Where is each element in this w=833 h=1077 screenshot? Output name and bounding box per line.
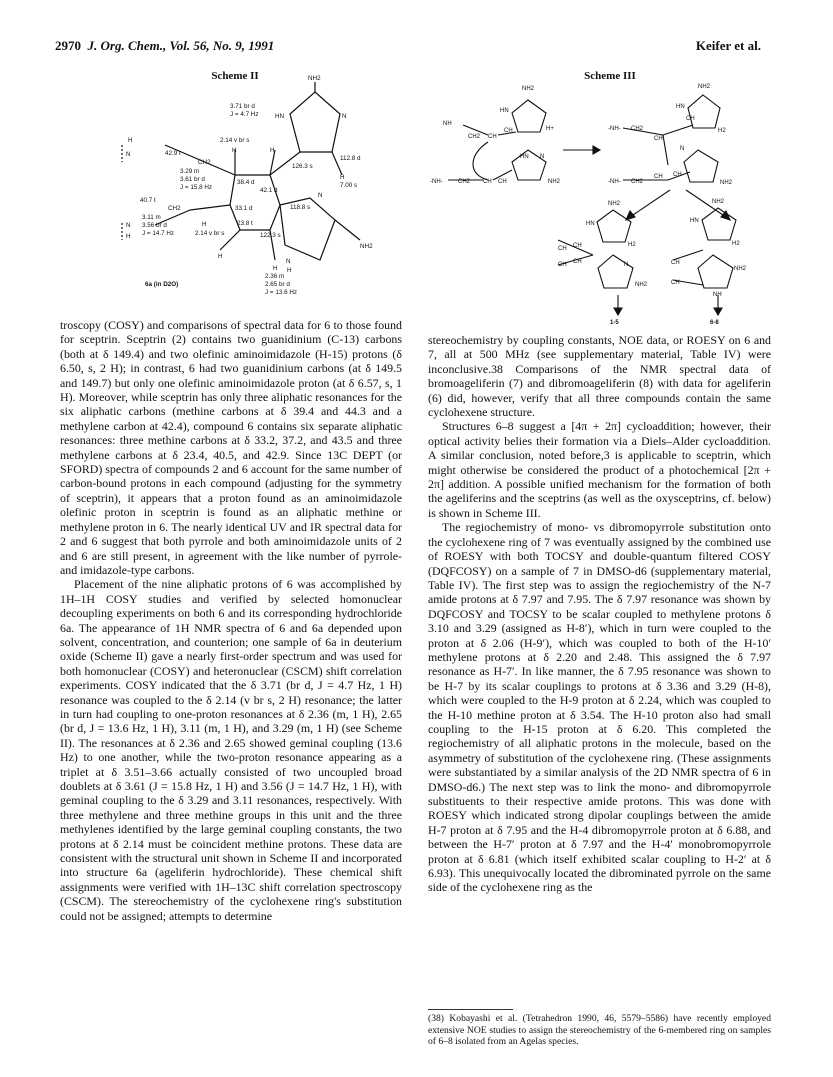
s2-a19: 3.11 m	[142, 214, 161, 221]
s3-hn-2: HN	[520, 154, 529, 160]
s3-hn-1: HN	[500, 108, 509, 114]
right-paragraph-2: Structures 6–8 suggest a [4π + 2π] cycloaddition; however, their optical activity belies their formation via a Diels–Alder cycloaddition. A similar conclusion, noted before,3 is applicable to sceptrin, which might otherwise be considered the product of a photochemical [2π + 2π] addition. A possible unified mechanism for the formation of both the ageliferins and the sceptrins (as well as the oxysceptrins, cf. below) is shown in Scheme III.	[428, 419, 771, 520]
s3-ch-2: CH	[504, 128, 513, 134]
s3-ch-6: CH	[686, 116, 695, 122]
s2-a9: 3.61 br d	[180, 176, 205, 183]
s3-ch-16: CH	[671, 280, 680, 286]
right-column	[428, 333, 771, 895]
left-paragraph-2: Placement of the nine aliphatic protons of 6 was accomplished by 1H–1H COSY studies and verified by selected homonuclear decoupling experiments on both 6 and its corresponding hydrochloride 6a. The appearance of 1H NMR spectra of 6 and 6a depended upon solvent, concentration, and counterion; one sample of 6a in deuterium oxide (Scheme II) gave a nearly first-order spectrum and was used for both homonuclear (COSY) and heteronuclear (CSCM) shift correlation experiments. COSY indicated that the δ 3.71 (br d, J = 4.7 Hz, 1 H) resonance was coupled to the δ 2.14 (v br s, 2 H) resonance; the latter in turn had coupling to one-proton resonances at δ 2.36 (m, 1 H), 2.65 (br d, J = 13.6 Hz, 1 H), 3.11 (m, 1 H), and 3.29 (m, 1 H) (see Scheme II). The resonances at δ 2.36 and 2.65 showed geminal coupling (13.6 Hz) to one another, while the two-proton resonance appearing as a triplet at δ 3.51–3.66 actually consisted of two uncoupled broad doublets at δ 3.61 (J = 15.8 Hz, 1 H) and 3.56 (J = 14.7 Hz, 1 H), with geminal coupling to the δ 3.29 and 3.11 resonances, respectively. With three methylene and three methine groups in this unit and the three methylenes identified by the large geminal coupling constants, the two protons at δ 2.14 must be coincident methine protons. These data are consistent with the structural unit shown in Scheme II and incorporated into structure 6a (ageliferin hydrochloride). These chemical shift assignments were verified with 1H–13C shift correlation spectroscopy (CSCM). The stereochemistry of the cyclohexene ring's substitution could not be assigned; attempts to determine	[60, 577, 402, 923]
s3-n-4: N	[680, 146, 685, 152]
s2-a8: 3.29 m	[180, 168, 200, 175]
page-header-authors: Keifer et al.	[695, 38, 761, 53]
s2-nh2-bottom: NH2	[360, 243, 373, 250]
s2-n-top: N	[342, 113, 347, 120]
right-paragraph-3: The regiochemistry of mono- vs dibromopyrrole substitution onto the cyclohexene ring of 7 was eventually assigned by the combined use of ROESY with both TOCSY and double-quantum filtered COSY (DQFCOSY) on a sample of 7 in DMSO-d6 (supplementary material, Table IV). The first step was to assign the regiochemistry of the N-7 amide protons at δ 7.97 and 7.95. The δ 7.97 resonance was shown by DQFCOSY and TOCSY to be scalar coupled to methylene protons δ 3.10 and 3.29 (assigned as H-8′), which in turn were coupled to the proton at δ 2.06 (H-9′), which was coupled to both of the H-10′ methylene protons at δ 2.20 and 2.48. This assigned the δ 7.97 resonance as H-7′. In like manner, the δ 7.95 resonance was shown to be H-7 by its scalar couplings to protons at δ 3.36 and 3.29 (H-8), which were coupled to the H-9 proton at δ 2.24, which was coupled to the H-10 methine proton at δ 3.54. The H-10 proton also had small coupling to the H-15 proton at δ 6.20. This completed the regiochemistry of all aliphatic protons in the molecule, based on the asymmetry of substitution of the cyclohexene ring. (These assignments were substantiated by a similar analysis of the 2D NMR spectra of 6 in DMSO-d6.) The next step was to link the mono- and dibromopyrrole substituents to their respective amide protons. This was done with ROESY which indicated strong dipolar couplings between the amide H-7 proton at δ 7.95 and the H-4 dibromopyrrole proton at δ 6.88, and between the H-7′ proton at δ 7.97 and the H-4′ monobromopyrrole proton at δ 6.81 (which itself exhibited scalar coupling to H-2′ at δ 6.93). This unequivocally located the dibrominated pyrrole on the same side of the cyclohexene ring as the	[428, 520, 771, 895]
right-paragraph-1: stereochemistry by coupling constants, NOE data, or ROESY on 6 and 7, all at 500 MHz (see supplementary material, Table IV) were inconclusive.38 Comparisons of the NMR spectral data of bromoageliferin (7) and dibromoageliferin (8) with data for ageliferin (6) did, however, verify that all three compounds contain the same cyclohexene structure.	[428, 333, 771, 420]
s3-hn-5: HN	[690, 218, 699, 224]
s3-ch-3: CH	[483, 179, 492, 185]
s3-h2-2: H2	[628, 242, 636, 248]
s3-prod2: 6-8	[710, 320, 719, 326]
s3-nh2-9: NH2	[635, 282, 648, 288]
s3-hplus: H+	[546, 126, 554, 132]
s3-h2-1: H2	[718, 128, 726, 134]
s3-nh-7: -NH-	[608, 179, 621, 185]
journal-citation: J. Org. Chem., Vol. 56, No. 9, 1991	[87, 38, 275, 53]
s2-a29: J = 13.6 Hz	[265, 289, 298, 296]
s3-ch-12: CH	[573, 243, 582, 249]
s2-hn-top: HN	[275, 113, 285, 120]
s3-n-5: N	[624, 262, 629, 268]
s2-h-low: H	[273, 265, 278, 272]
s2-h-left2: H	[126, 233, 131, 240]
s2-n-mid: N	[318, 192, 323, 199]
s3-hn-4: HN	[586, 221, 595, 227]
s2-nh2-top: NH2	[308, 75, 321, 82]
s3-nh-1: NH	[443, 121, 452, 127]
s2-a1: 3.71 br d	[230, 103, 255, 110]
s2-a6: 42.9 t	[165, 150, 181, 157]
s3-ch-14: CH	[573, 259, 582, 265]
s2-a5: H	[270, 147, 275, 154]
scheme-iii-structure	[428, 80, 773, 325]
s2-h-mid1: H	[202, 221, 207, 228]
s2-h-bottom: H	[287, 267, 292, 274]
s3-nh2-10: NH2	[734, 266, 747, 272]
s2-a11: 38.4 d	[237, 179, 255, 186]
s2-a18: CH2	[168, 205, 181, 212]
s2-a30: 6a (in D2O)	[145, 281, 179, 288]
s3-nh-2: -NH-	[430, 179, 443, 185]
s3-ch-15: CH	[671, 260, 680, 266]
left-paragraph-1: troscopy (COSY) and comparisons of spectral data for 6 to those found for sceptrin. Sceptrin (2) contains two guanidinium (C-13) carbons (both at δ 149.4) and two olefinic aminoimidazole (H-15) protons (δ 6.50, s, 2 H); in contrast, 6 had two guanidinium carbons (at δ 149.5 and 149.7) but only one olefinic aminoimidazole proton (at δ 6.57, s, 1 H). Moreover, while sceptrin has only three aliphatic resonances for the six aliphatic carbons (methine carbons at δ 39.4 and 44.3 and a methylene carbon at 42.4), compound 6 contains six separate aliphatic resonances: three methine carbons at δ 33.2, 37.2, and 43.5 and three methylene carbons at δ 23.4, 40.5, and 42.9. Since 13C DEPT (or SFORD) spectra of compounds 2 and 6 account for the same number of carbon-bound protons in each compound (adjusting for the symmetry of sceptrin), it appears that a proton found as an aminoimidazole olefinic proton in sceptrin is found as an aliphatic methine or methylene proton in 6. The nearly identical UV and IR spectral data for 2 and 6 suggest that both pyrrole and both aminoimidazole units of 2 and 6 are still present, in agreement with the like number of pyrrole- and imidazole-type carbons.	[60, 318, 402, 577]
s3-nh2-1: NH2	[522, 86, 535, 92]
s3-ch-1: CH	[488, 134, 497, 140]
s2-a3: 2.14 v br s	[220, 137, 250, 144]
scheme-ii-title: Scheme II	[211, 70, 259, 82]
scheme-iii-title: Scheme III	[584, 70, 636, 82]
s2-a15: 7.00 s	[340, 182, 358, 189]
s3-ch-9: CH	[654, 174, 663, 180]
s2-a27: 2.36 m	[265, 273, 285, 280]
s2-n-left1: N	[126, 151, 131, 158]
s2-a2: J = 4.7 Hz	[230, 111, 259, 118]
s2-h-left1: H	[128, 137, 133, 144]
s3-ch-10: CH	[673, 172, 682, 178]
s3-ch-5: CH	[654, 136, 663, 142]
s2-a25: 23.8 t	[237, 220, 253, 227]
left-column	[60, 318, 402, 923]
s3-nh2-7: NH2	[608, 201, 621, 207]
s3-nh-8: NH	[713, 292, 722, 298]
s2-a7: CH2	[198, 159, 211, 166]
s3-ch-4: CH	[498, 179, 507, 185]
s3-h2-3: H2	[732, 241, 740, 247]
s3-ch-13: CH	[558, 262, 567, 268]
s2-a12: 42.1 d	[260, 187, 278, 194]
s2-a20: 3.56 br d	[142, 222, 167, 229]
s2-a22: 2.14 v br s	[195, 230, 225, 237]
s3-nh-5: -NH-	[608, 126, 621, 132]
s2-h-mid2: H	[218, 253, 223, 260]
footnote-divider	[428, 1009, 513, 1010]
s3-ch-11: CH	[558, 246, 567, 252]
s3-nh2-2: NH2	[548, 179, 561, 185]
page-header-left	[55, 38, 274, 54]
s2-a28: 2.65 br d	[265, 281, 290, 288]
s3-ch2-5: CH2	[631, 179, 644, 185]
s2-a14: 112.8 d	[340, 155, 361, 162]
s3-ch2-1: CH2	[468, 134, 481, 140]
s3-nh2-4: NH2	[698, 84, 711, 90]
s2-a26: 122.3 s	[260, 232, 281, 239]
s3-ch2-2: CH2	[458, 179, 471, 185]
s3-nh2-8: NH2	[712, 199, 725, 205]
s3-hn-3: HN	[676, 104, 685, 110]
s3-prod1: 1-5	[610, 320, 619, 326]
s2-a13: 126.3 s	[292, 163, 313, 170]
s2-a23: 33.1 d	[235, 205, 253, 212]
footnote: (38) Kobayashi et al. (Tetrahedron 1990, 46, 5579–5586) have recently employed extensive NOE studies to assign the stereochemistry of the 6-membered ring on samples of 6–8 isolated from an Agelas species.	[428, 1013, 771, 1047]
s2-a16: H	[340, 174, 345, 181]
s2-a24: 118.8 s	[290, 204, 311, 211]
s3-n-3: N	[540, 154, 545, 160]
s2-n-left2: N	[126, 222, 131, 229]
s3-ch2-3: CH2	[631, 126, 644, 132]
s2-a17: 40.7 t	[140, 197, 156, 204]
s2-a10: J = 15.8 Hz	[180, 184, 213, 191]
s2-a4: H	[232, 147, 237, 154]
page-number: 2970	[55, 38, 81, 53]
s2-nh-bottom: N	[286, 258, 291, 265]
s2-a21: J = 14.7 Hz	[142, 230, 175, 237]
s3-nh2-5: NH2	[720, 180, 733, 186]
